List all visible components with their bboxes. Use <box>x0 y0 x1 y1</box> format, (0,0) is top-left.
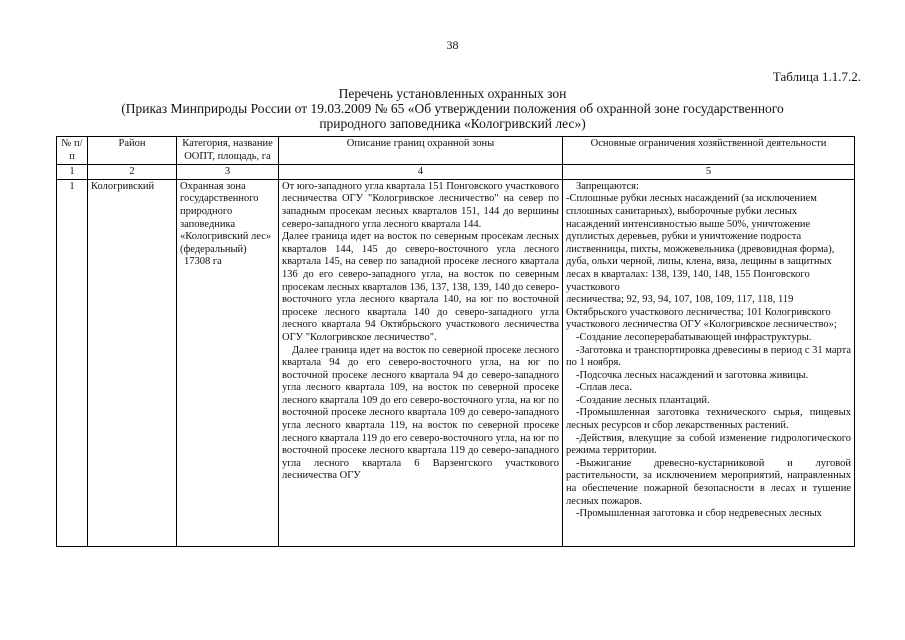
table-row <box>57 179 855 546</box>
header-category: Категория, название ООПТ, площадь, га <box>177 137 279 165</box>
description-paragraph-3: Далее граница идет на восток по северной просеке лесного квартала 94 до его северо-восточного угла, на юг по восточной просеке лесного квартала 94 до северо-западного угла лесного квартала 109, на восток по северной просеке лесного квартала 109 до его северо-восточного угла, на юг по восточной просеке лесного квартала 109 до северо-западного угла лесного квартала 119, на восток по северной просеке лесного квартала 119 до его северо-восточного угла, на юг по восточной просеке лесного квартала 119 до северо-западного угла лесного квартала 6 Варзенгского участкового лесничества ОГУ <box>282 344 559 482</box>
restriction-item: -Промышленная заготовка технического сырья, пищевых лесных ресурсов и сбор лекарственных растений. <box>566 407 851 432</box>
header-row <box>57 137 855 165</box>
header-district: Район <box>88 137 177 165</box>
restriction-item: -Промышленная заготовка и сбор недревесных лесных <box>576 508 822 520</box>
restriction-item: -Сплав леса. <box>576 382 632 394</box>
header-restrictions: Основные ограничения хозяйственной деятельности <box>563 137 855 165</box>
category-status: (федеральный) <box>180 243 247 255</box>
header-number: № п/п <box>57 137 88 165</box>
title-line-3: природного заповедника «Кологривский лес») <box>319 116 586 131</box>
column-index: 4 <box>279 165 563 180</box>
column-index: 3 <box>177 165 279 180</box>
category-name: Охранная зона государственного природного заповедника «Кологривский лес» <box>180 180 272 243</box>
row-description <box>279 179 563 546</box>
title-line-2: (Приказ Минприроды России от 19.03.2009 № 65 «Об утверждении положения об охранной зоне государственного <box>121 101 784 116</box>
restriction-item: лесничества; 92, 93, 94, 107, 108, 109, 117, 118, 119 Октябрьского участкового лесничества; 101 Кологривского участкового лесничества ОГУ «Кологривское лесничество»; <box>566 294 837 331</box>
category-area: 17308 га <box>184 256 222 268</box>
table-title <box>60 86 845 131</box>
header-description: Описание границ охранной зоны <box>279 137 563 165</box>
description-paragraph-2: Далее граница идет на восток по северным просекам лесных кварталов 144, 145 до северо-восточного угла лесного квартала 145, на север по западной просеке лесного квартала 136 до его северо-западного угла, на восток по северным просекам лесных кварталов 136, 137, 138, 139, 140 до северо-восточного угла лесного квартала 140, на юг по восточной просеке лесного квартала 140 до северо-западного угла лесного квартала 94 Октябрьского участкового лесничества ОГУ "Кологривское лесничество". <box>282 231 559 343</box>
restriction-item: -Создание лесных плантаций. <box>576 394 710 406</box>
row-district: Кологривский <box>88 179 177 546</box>
restriction-item: -Подсочка лесных насаждений и заготовка живицы. <box>576 369 809 381</box>
restriction-item: -Действия, влекущие за собой изменение гидрологического режима территории. <box>566 432 851 457</box>
description-paragraph-1: От юго-западного угла квартала 151 Понговского участкового лесничества ОГУ "Кологривское лесничество" на север по западным просекам лесных кварталов 151, 144 до вершины северо-западного угла лесного квартала 144. <box>282 180 559 230</box>
column-index: 5 <box>563 165 855 180</box>
title-line-1: Перечень установленных охранных зон <box>338 86 567 101</box>
restriction-item: -Создание лесоперерабатывающей инфраструктуры. <box>576 331 812 343</box>
page-number: 38 <box>446 38 459 52</box>
restriction-heading: Запрещаются: <box>576 180 639 192</box>
restriction-item: -Выжигание древесно-кустарниковой и луговой растительности, за исключением мероприятий, направленных на обеспечение пожарной безопасности в лесах и тушение лесных пожаров. <box>566 457 851 507</box>
column-index: 1 <box>57 165 88 180</box>
protected-zones-table <box>56 136 855 547</box>
restriction-item: -Сплошные рубки лесных насаждений (за исключением сплошных санитарных), выборочные рубки лесных насаждений интенсивностью выше 50%, уничтожение дуплистых деревьев, рубки и уничтожение подроста лиственницы, пихты, можжевельника (древовидная форма), дуба, ольхи черной, липы, клена, вяза, лещины в защитных лесах в кварталах: 138, 139, 140, 148, 155 Понговского участкового <box>566 193 835 293</box>
restriction-item: -Заготовка и транспортировка древесины в период с 31 марта по 1 ноября. <box>566 344 851 369</box>
table-label: Таблица 1.1.7.2. <box>772 69 861 84</box>
column-index: 2 <box>88 165 177 180</box>
row-number: 1 <box>57 179 88 546</box>
column-index-row <box>57 165 855 180</box>
row-restrictions <box>563 179 855 546</box>
row-category <box>177 179 279 546</box>
